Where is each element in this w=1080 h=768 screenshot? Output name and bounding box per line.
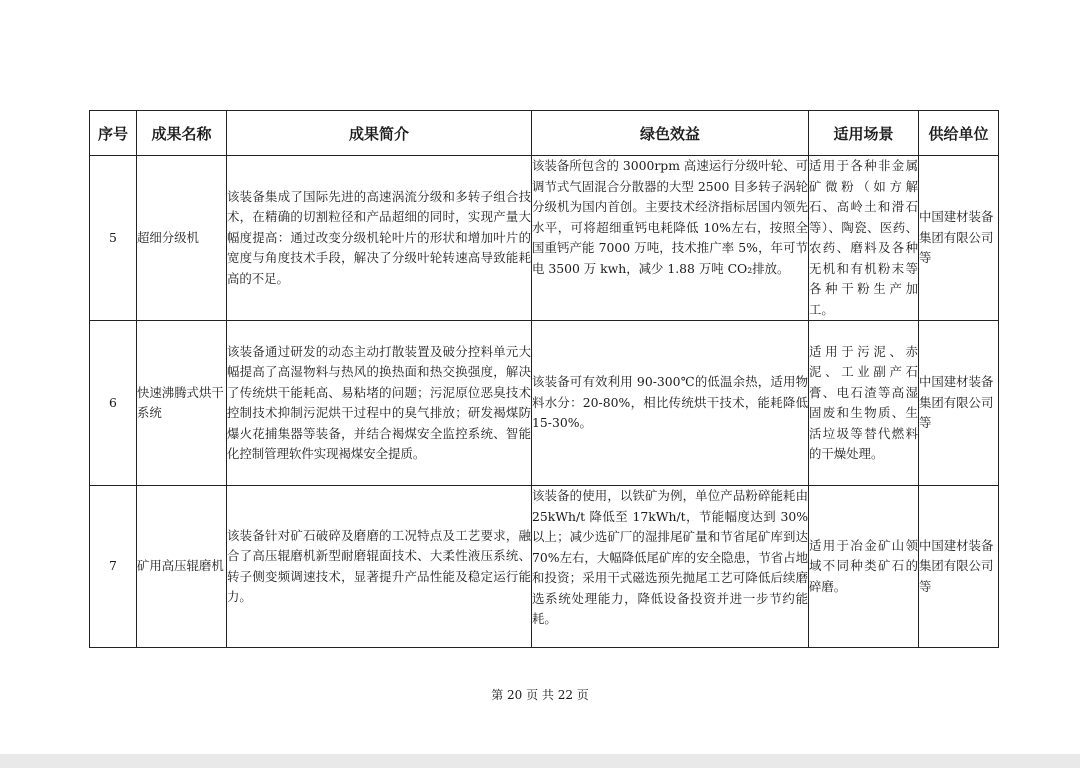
row-number: 6 — [90, 321, 137, 486]
header-number: 序号 — [90, 111, 137, 156]
row-scenario: 适用于各种非金属矿微粉（如方解石、高岭土和滑石等）、陶瓷、医药、农药、磨料及各种无机和有机粉末等各种干粉生产加工。 — [809, 156, 919, 321]
row-name-text: 矿用高压辊磨机 — [137, 558, 224, 574]
table-row — [90, 321, 999, 486]
row-benefit: 该装备的使用，以铁矿为例，单位产品粉碎能耗由 25kWh/t 降低至 17kWh/t，节能幅度达到 30%以上；减少选矿厂的湿排尾矿量和节省尾矿库到达 70%左右，大幅降低尾矿库的安全隐患，节省占地和投资；采用干式磁选预先抛尾工艺可降低后续磨选系统处理能力，降低设备投资并进一步节约能耗。 — [532, 486, 809, 648]
row-scenario: 适用于污泥、赤泥、工业副产石膏、电石渣等高湿固废和生物质、生活垃圾等替代燃料的干燥处理。 — [809, 321, 919, 486]
bottom-shade — [0, 754, 1080, 768]
row-scenario: 适用于冶金矿山领域不同种类矿石的碎磨。 — [809, 486, 919, 648]
row-name — [137, 321, 227, 486]
row-name-text: 超细分级机 — [137, 229, 199, 245]
row-benefit: 该装备可有效利用 90-300℃的低温余热，适用物料水分：20-80%，相比传统烘干技术，能耗降低 15-30%。 — [532, 321, 809, 486]
page-footer: 第 20 页 共 22 页 — [491, 688, 589, 702]
row-supplier: 中国建材装备集团有限公司等 — [919, 321, 999, 486]
row-name — [137, 156, 227, 321]
header-supplier: 供给单位 — [919, 111, 999, 156]
table-row — [90, 156, 999, 321]
row-supplier: 中国建材装备集团有限公司等 — [919, 156, 999, 321]
row-benefit: 该装备所包含的 3000rpm 高速运行分级叶轮、可调节式气固混合分散器的大型 2500 目多转子涡轮分级机为国内首创。主要技术经济指标居国内领先水平，可将超细重钙电耗降低 10%左右，按照全国重钙产能 7000 万吨，技术推广率 5%，年可节电 3500 万 kwh，减少 1.88 万吨 CO₂排放。 — [532, 156, 809, 321]
header-benefit: 绿色效益 — [532, 111, 809, 156]
row-number: 7 — [90, 486, 137, 648]
achievements-table — [89, 110, 999, 648]
header-name: 成果名称 — [137, 111, 227, 156]
row-supplier: 中国建材装备集团有限公司等 — [919, 486, 999, 648]
table-row — [90, 486, 999, 648]
header-scenario: 适用场景 — [809, 111, 919, 156]
header-summary: 成果简介 — [227, 111, 532, 156]
row-summary: 该装备通过研发的动态主动打散装置及破分控料单元大幅提高了高湿物料与热风的换热面和热交换强度，解决了传统烘干能耗高、易粘堵的问题；污泥原位恶臭技术控制技术抑制污泥烘干过程中的臭气排放；研发褐煤防爆火花捕集器等装备，并结合褐煤安全监控系统、智能化控制管理软件实现褐煤安全提质。 — [227, 321, 532, 486]
row-name-text: 快速沸腾式烘干系统 — [137, 384, 224, 420]
row-summary: 该装备针对矿石破碎及磨磨的工况特点及工艺要求，融合了高压辊磨机新型耐磨辊面技术、大柔性液压系统、转子侧变频调速技术，显著提升产品性能及稳定运行能力。 — [227, 486, 532, 648]
row-name — [137, 486, 227, 648]
row-number: 5 — [90, 156, 137, 321]
table-header-row — [90, 111, 999, 156]
row-summary: 该装备集成了国际先进的高速涡流分级和多转子组合技术，在精确的切割粒径和产品超细的同时，实现产量大幅度提高：通过改变分级机轮叶片的形状和增加叶片的宽度与角度技术手段，解决了分级叶轮转速高导致能耗高的不足。 — [227, 156, 532, 321]
